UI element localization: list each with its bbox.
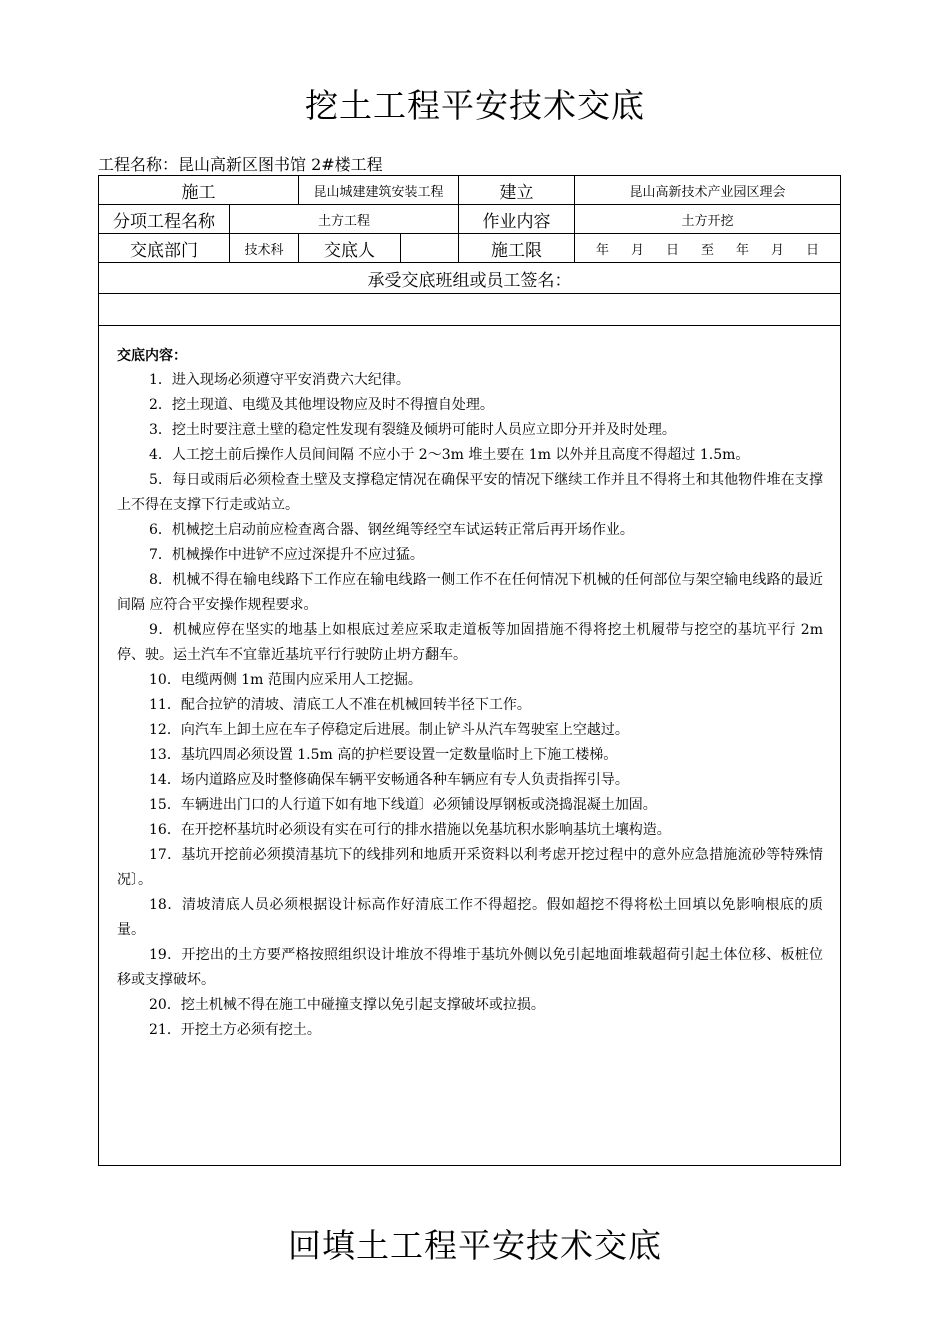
list-item: 17．基坑开挖前必须摸清基坑下的线排列和地质开采资料以利考虑开挖过程中的意外应急措施流砂等特殊情况〕。	[117, 847, 823, 888]
project-name: 工程名称：昆山高新区图书馆 2#楼工程	[98, 155, 383, 174]
table-row	[99, 176, 841, 205]
list-item: 2．挖土现道、电缆及其他埋设物应及时不得擅自处理。	[149, 397, 494, 413]
list-item: 13．基坑四周必须设置 1.5m 高的护栏要设置一定数量临时上下施工楼梯。	[149, 747, 618, 763]
date-part: 至	[701, 242, 715, 258]
table-row	[99, 234, 841, 263]
builder-label: 建立	[459, 176, 575, 205]
list-item: 4．人工挖土前后操作人员间间隔 不应小于 2～3m 堆土要在 1m 以外并且高度不得超过 1.5m。	[149, 447, 750, 463]
list-item: 15．车辆进出门口的人行道下如有地下线道〕必须铺设厚钢板或浇捣混凝土加固。	[149, 797, 657, 813]
list-item: 12．向汽车上卸土应在车子停稳定后进展。制止铲斗从汽车驾驶室上空越过。	[149, 722, 629, 738]
table-row	[99, 263, 841, 294]
content-box	[98, 323, 841, 1166]
list-item: 20．挖土机械不得在施工中碰撞支撑以免引起支撑破坏或拉损。	[149, 997, 545, 1013]
date-part: 日	[665, 242, 679, 258]
list-item: 21．开挖土方必须有挖土。	[149, 1022, 321, 1038]
list-item: 9．机械应停在坚实的地基上如根底过差应采取走道板等加固措施不得将挖土机履带与挖空的基坑平行 2m 停、驶。运土汽车不宜靠近基坑平行行驶防止坍方翻车。	[117, 622, 823, 663]
subproject-value: 土方工程	[230, 205, 459, 234]
list-item: 11．配合拉铲的清坡、清底工人不准在机械回转半径下工作。	[149, 697, 531, 713]
list-item: 18．清坡清底人员必须根据设计标高作好清底工作不得超挖。假如超挖不得将松土回填以免影响根底的质量。	[117, 897, 823, 938]
content-heading: 交底内容：	[117, 348, 187, 364]
info-table	[98, 175, 841, 326]
list-item: 10．电缆两侧 1m 范围内应采用人工挖掘。	[149, 672, 422, 688]
list-item: 14．场内道路应及时整修确保车辆平安畅通各种车辆应有专人负责指挥引导。	[149, 772, 629, 788]
content-items	[117, 368, 823, 1043]
briefer-value	[401, 234, 459, 263]
list-item: 6．机械挖土启动前应检查离合器、钢丝绳等经空车试运转正常后再开场作业。	[149, 522, 634, 538]
signature-area	[99, 294, 841, 326]
list-item: 7．机械操作中进铲不应过深提升不应过猛。	[149, 547, 424, 563]
work-content-value: 土方开挖	[575, 205, 841, 234]
construction-value: 昆山城建建筑安装工程	[299, 176, 459, 205]
department-label: 交底部门	[99, 234, 230, 263]
date-part: 月	[630, 242, 644, 258]
subproject-label: 分项工程名称	[99, 205, 230, 234]
period-dates	[575, 234, 841, 263]
signature-label: 承受交底班组或员工签名：	[99, 263, 841, 294]
next-section-title: 回填土工程平安技术交底	[288, 1226, 662, 1265]
work-content-label: 作业内容	[459, 205, 575, 234]
table-row	[99, 294, 841, 326]
construction-label: 施工	[99, 176, 299, 205]
list-item: 1．进入现场必须遵守平安消费六大纪律。	[149, 372, 410, 388]
briefer-label: 交底人	[299, 234, 401, 263]
table-row	[99, 205, 841, 234]
builder-value: 昆山高新技术产业园区理会	[575, 176, 841, 205]
list-item: 16．在开挖杯基坑时必须设有实在可行的排水措施以免基坑积水影响基坑土壤构造。	[149, 822, 671, 838]
page-title: 挖土工程平安技术交底	[305, 86, 645, 125]
date-part: 年	[595, 242, 609, 258]
list-item: 8．机械不得在输电线路下工作应在输电线路一侧工作不在任何情况下机械的任何部位与架空输电线路的最近间隔 应符合平安操作规程要求。	[117, 572, 823, 613]
list-item: 5．每日或雨后必须检查土壁及支撑稳定情况在确保平安的情况下继续工作并且不得将土和其他物件堆在支撑上不得在支撑下行走或站立。	[117, 472, 823, 513]
list-item: 3．挖土时要注意土壁的稳定性发现有裂缝及倾坍可能时人员应立即分开并及时处理。	[149, 422, 676, 438]
period-label: 施工限	[459, 234, 575, 263]
date-part: 日	[806, 242, 820, 258]
date-part: 月	[771, 242, 785, 258]
list-item: 19．开挖出的土方要严格按照组织设计堆放不得堆于基坑外侧以免引起地面堆载超荷引起土体位移、板桩位移或支撑破坏。	[117, 947, 823, 988]
date-part: 年	[736, 242, 750, 258]
department-value: 技术科	[230, 234, 299, 263]
